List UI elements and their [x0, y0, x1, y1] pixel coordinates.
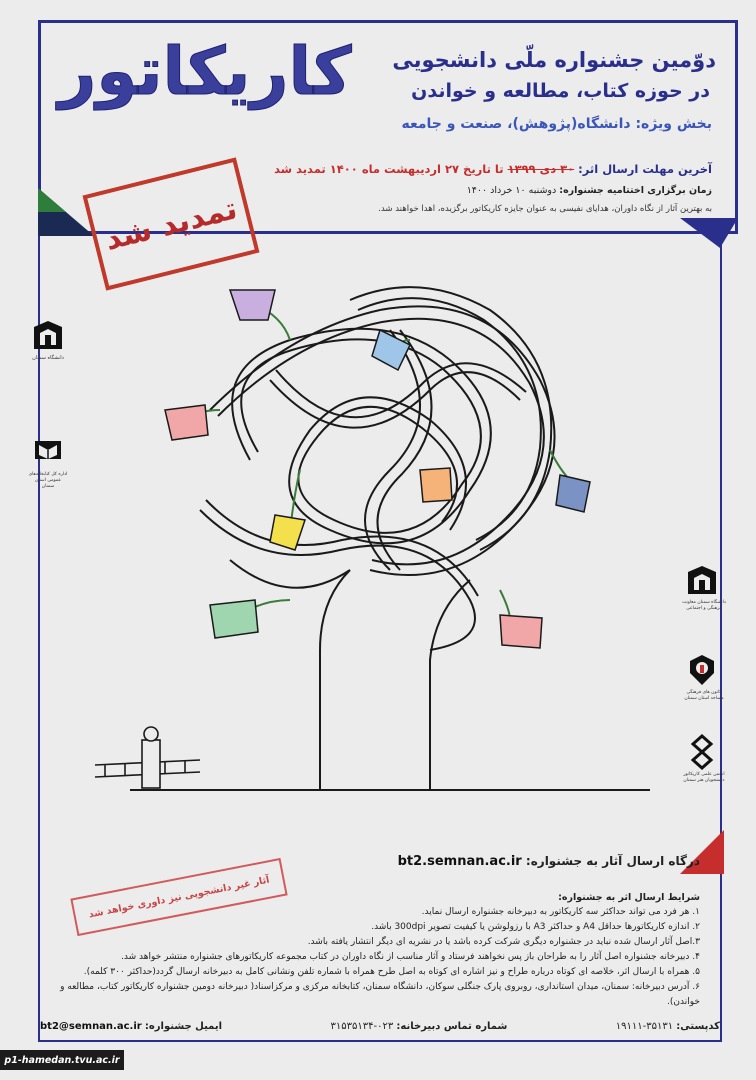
- deadline-old: ۳۰ دی ۱۳۹۹: [507, 162, 575, 176]
- email-link[interactable]: bt2@semnan.ac.ir: [40, 1020, 142, 1032]
- email-label: ایمیل جشنواره:: [144, 1020, 223, 1032]
- title-line1: دوّمین جشنواره ملّی دانشجویی: [392, 48, 716, 72]
- portal-line: [330, 854, 700, 869]
- university-logo-icon: [28, 315, 68, 355]
- portal-link[interactable]: bt2.semnan.ac.ir: [397, 854, 522, 869]
- phone-value: ۰۲۳-۳۱۵۳۵۱۳۴: [330, 1020, 394, 1032]
- association-logo-icon: [682, 732, 722, 772]
- deadline-line: [240, 162, 712, 176]
- library-logo-icon: [28, 432, 68, 472]
- conditions-title: شرایط ارسال اثر به جشنواره:: [558, 892, 700, 903]
- postal-block: [616, 1021, 720, 1032]
- right-logo-1: [682, 560, 726, 612]
- portal-label: درگاه ارسال آثار به جشنواره:: [525, 854, 700, 868]
- condition-item: ۵. همراه با ارسال اثر، خلاصه ای کوتاه درباره طراح و نیز اشاره ای کوتاه به اصل طرح همراه با شماره تلفن ونشانی کامل به دبیرخانه ارسال گردد(حداکثر ۳۰۰ کلمه).: [83, 967, 700, 977]
- condition-item: ۲. اندازه کاریکاتورها حداقل A4 و حداکثر A3 با رزولوشن یا کیفیت تصویر 300dpi باشد.: [371, 922, 700, 932]
- deadline-new: تا تاریخ ۲۷ اردیبهشت ماه ۱۴۰۰ تمدید شد: [274, 162, 504, 176]
- logo-caption: دانشگاه سمنان معاونت فرهنگی و اجتماعی: [682, 600, 726, 611]
- watermark-badge: [0, 1050, 124, 1070]
- prize-text: به بهترین آثار از نگاه داوران، هدایای نفیسی به عنوان جایزه کاریکاتور برگزیده، اهدا خواهند شد.: [378, 204, 712, 214]
- phone-block: [331, 1021, 508, 1032]
- phone-label: شماره تماس دبیرخانه:: [396, 1020, 508, 1032]
- conditions-block: [60, 892, 700, 1010]
- logo-caption: انجمن علمی کاریکاتور دانشجویان هنر سمنان: [683, 772, 725, 783]
- left-logo-1: [28, 315, 68, 361]
- fold-corner-icon: [680, 218, 740, 278]
- closing-value: دوشنبه ۱۰ خرداد ۱۴۰۰: [466, 185, 557, 196]
- center-logo-icon: [682, 650, 722, 690]
- stamp-text: تمدید شد: [101, 190, 241, 258]
- deadline-label: آخرین مهلت ارسال اثر:: [578, 162, 712, 176]
- university-logo-icon: [682, 560, 722, 600]
- tree-illustration: [90, 270, 680, 810]
- closing-label: زمان برگزاری اختتامیه جشنواره:: [559, 185, 712, 196]
- right-logo-2: [682, 650, 726, 702]
- condition-item: ۴. دبیرخانه جشنواره اصل آثار را به طراحان باز پس نخواهند فرستاد و آثار مناسب از نگاه داوران در کتاب مجموعه کاریکاتورهای جشنواره منتشر خواهد شد.: [121, 952, 700, 962]
- special-section: بخش ویژه: دانشگاه(پژوهش)، صنعت و جامعه: [401, 116, 712, 132]
- logo-caption: کانون های فرهنگی مساجد استان سمنان: [684, 690, 724, 701]
- postal-label: کدپستی:: [676, 1020, 720, 1032]
- condition-item: ۳.اصل آثار ارسال شده نباید در جشنواره دیگری شرکت کرده باشد یا در نشریه ای دیگر انتشار یافته باشد.: [307, 937, 700, 947]
- postal-value: ۳۵۱۳۱-۱۹۱۱۱: [615, 1020, 674, 1032]
- right-logo-3: [682, 732, 726, 784]
- title-big: کاریکاتور: [58, 33, 352, 110]
- email-block: [40, 1021, 222, 1032]
- footer-row: [40, 1016, 720, 1036]
- non-student-text: آثار غیر دانشجویی نیز داوری خواهد شد: [87, 874, 271, 920]
- logo-caption: دانشگاه سمنان: [32, 355, 64, 361]
- condition-item: ۱. هر فرد می تواند حداکثر سه کاریکاتور به دبیرخانه جشنواره ارسال نماید.: [421, 907, 700, 917]
- condition-item: ۶. آدرس دبیرخانه: سمنان، میدان استانداری، روبروی پارک جنگلی سوکان، دانشگاه سمنان، کتابخانه مرکزی و مرکزاسناد( دبیرخانه دومین جشنواره کاریکاتور کتاب، مطالعه و خواندن).: [60, 982, 700, 1007]
- left-logo-2: [28, 432, 68, 490]
- logo-caption: اداره کل کتابخانه‌های عمومی استان سمنان: [28, 472, 68, 489]
- closing-line: [300, 185, 712, 196]
- watermark-text: p1-hamedan.tvu.ac.ir: [4, 1054, 120, 1066]
- title-line2: در حوزه کتاب، مطالعه و خواندن: [411, 80, 710, 102]
